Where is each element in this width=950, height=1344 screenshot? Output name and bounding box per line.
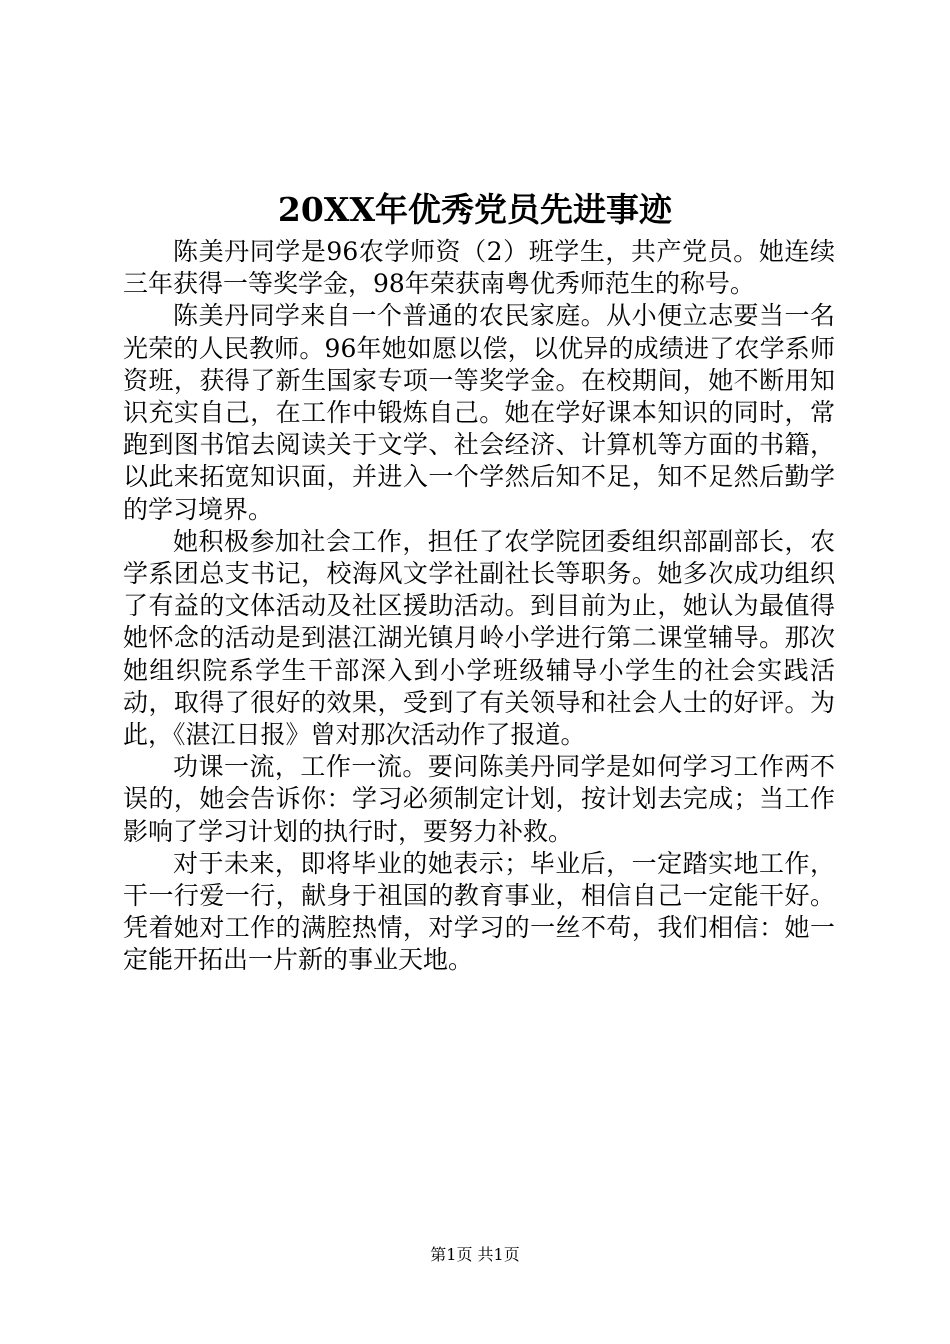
- paragraph-4: 功课一流，工作一流。要问陈美丹同学是如何学习工作两不误的，她会告诉你：学习必须制定计划，按计划去完成；当工作影响了学习计划的执行时，要努力补救。: [123, 752, 835, 846]
- document-title: 20XX年优秀党员先进事迹: [277, 190, 673, 229]
- document-body: [123, 236, 835, 977]
- paragraph-2: 陈美丹同学来自一个普通的农民家庭。从小便立志要当一名光荣的人民教师。96年她如愿以偿，以优异的成绩进了农学系师资班，获得了新生国家专项一等奖学金。在校期间，她不断用知识充实自己，在工作中锻炼自己。她在学好课本知识的同时，常跑到图书馆去阅读关于文学、社会经济、计算机等方面的书籍，以此来拓宽知识面，并进入一个学然后知不足，知不足然后勤学的学习境界。: [123, 301, 835, 524]
- paragraph-5: 对于未来，即将毕业的她表示；毕业后，一定踏实地工作，干一行爱一行，献身于祖国的教育事业，相信自己一定能干好。凭着她对工作的满腔热情，对学习的一丝不苟，我们相信：她一定能开拓出一片新的事业天地。: [123, 848, 835, 975]
- page-footer: 第1页 共1页: [430, 1245, 520, 1264]
- paragraph-3: 她积极参加社会工作，担任了农学院团委组织部副部长，农学系团总支书记，校海风文学社副社长等职务。她多次成功组织了有益的文体活动及社区援助活动。到目前为止，她认为最值得她怀念的活动是到湛江湖光镇月岭小学进行第二课堂辅导。那次她组织院系学生干部深入到小学班级辅导小学生的社会实践活动，取得了很好的效果，受到了有关领导和社会人士的好评。为此，《湛江日报》曾对那次活动作了报道。: [123, 526, 835, 750]
- paragraph-1: 陈美丹同学是96农学师资（2）班学生，共产党员。她连续三年获得一等奖学金，98年荣获南粤优秀师范生的称号。: [123, 237, 835, 299]
